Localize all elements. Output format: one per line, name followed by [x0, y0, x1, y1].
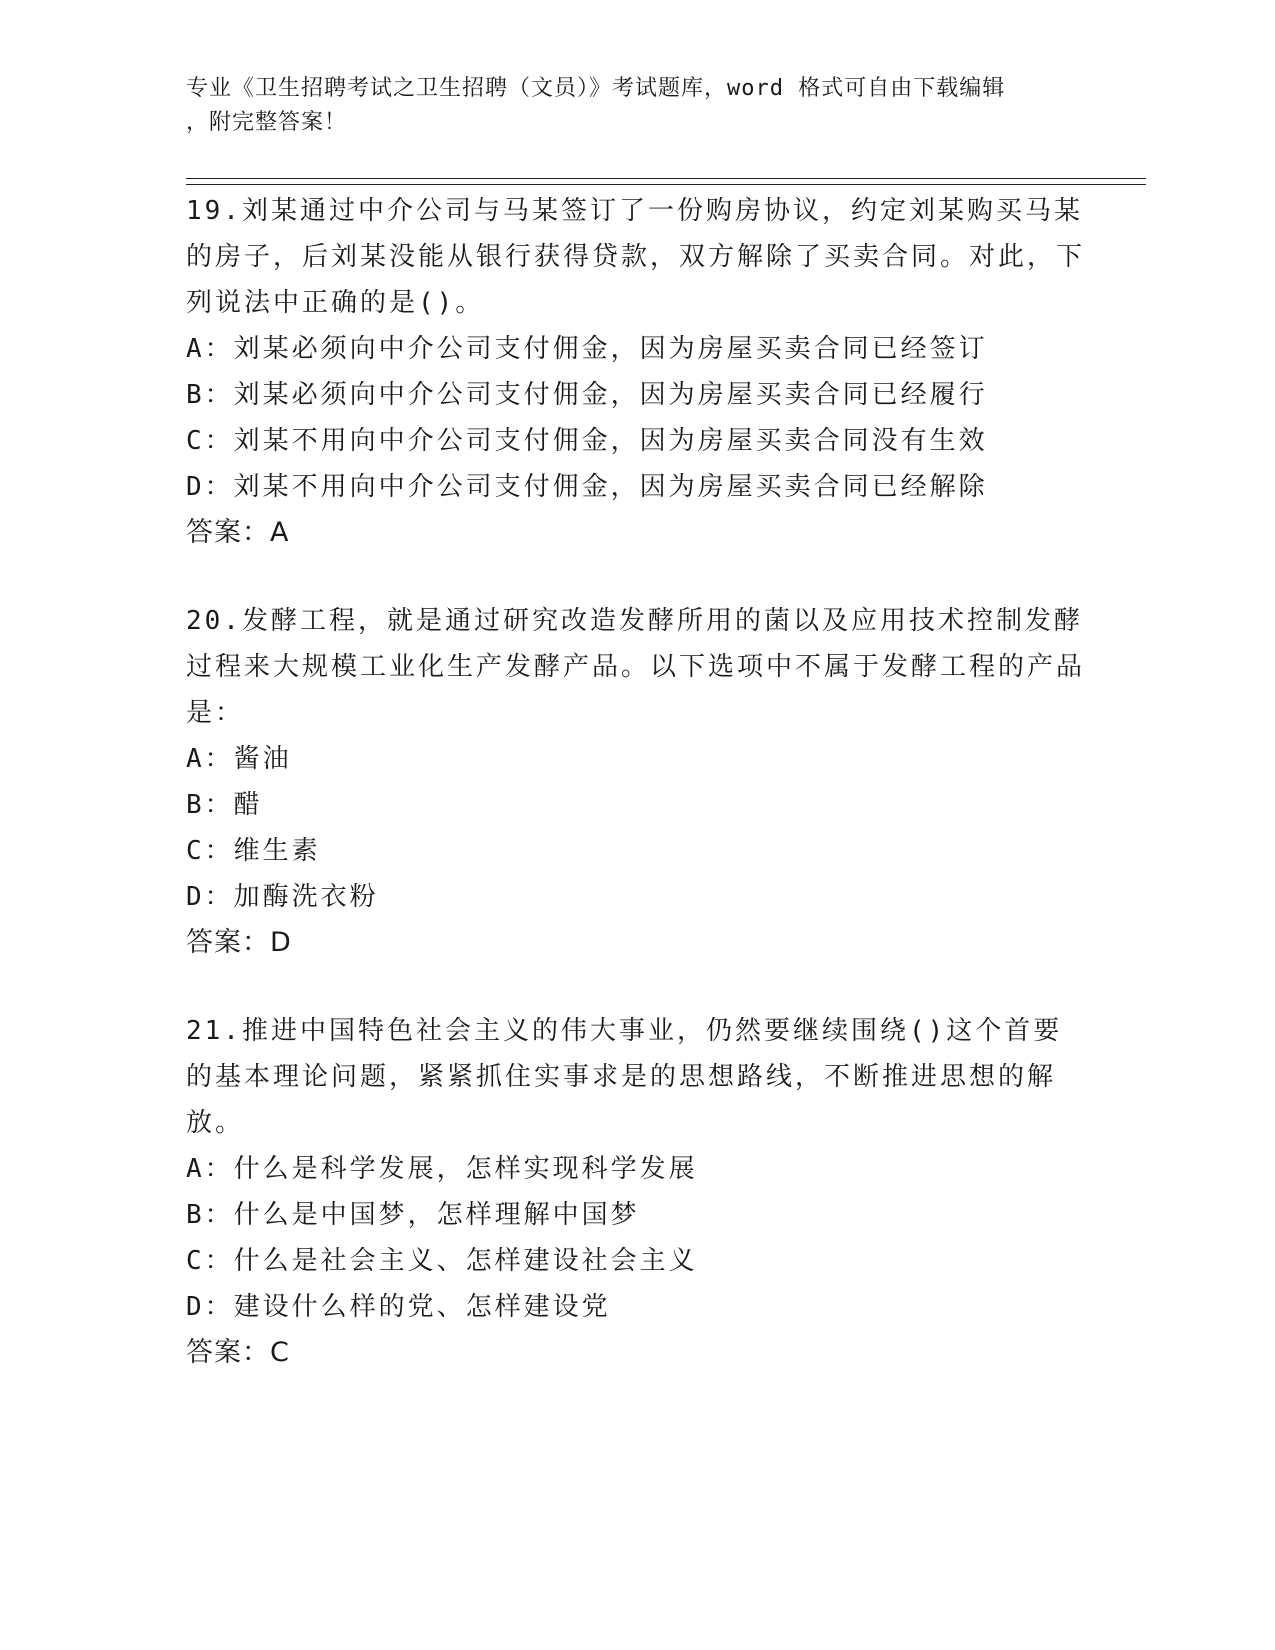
option-a: A：酱油: [186, 744, 292, 774]
option-b: B：醋: [186, 790, 263, 820]
option-b: B：刘某必须向中介公司支付佣金，因为房屋买卖合同已经履行: [186, 380, 988, 410]
question-text: 20.发酵工程，就是通过研究改造发酵所用的菌以及应用技术控制发酵过程来大规模工业化生产发酵产品。以下选项中不属于发酵工程的产品是：: [186, 606, 1086, 728]
option-d: D：加酶洗衣粉: [186, 882, 379, 912]
header-line-2: ，附完整答案！: [186, 110, 348, 135]
option-c: C：什么是社会主义、怎样建设社会主义: [186, 1246, 698, 1276]
question-21: [186, 1008, 1086, 1376]
option-b: B：什么是中国梦，怎样理解中国梦: [186, 1200, 640, 1230]
header-divider-bottom: [186, 184, 1146, 185]
question-text: 19.刘某通过中介公司与马某签订了一份购房协议，约定刘某购买马某的房子，后刘某没能从银行获得贷款，双方解除了买卖合同。对此，下列说法中正确的是()。: [186, 196, 1086, 318]
header-divider-top: [186, 178, 1146, 179]
option-a: A：什么是科学发展，怎样实现科学发展: [186, 1154, 698, 1184]
option-d: D：刘某不用向中介公司支付佣金，因为房屋买卖合同已经解除: [186, 472, 988, 502]
answer: 答案：D: [186, 927, 292, 958]
answer: 答案：A: [186, 517, 290, 548]
question-text: 21.推进中国特色社会主义的伟大事业，仍然要继续围绕()这个首要的基本理论问题，紧紧抓住实事求是的思想路线，不断推进思想的解放。: [186, 1016, 1063, 1138]
header-line-1: 专业《卫生招聘考试之卫生招聘（文员）》考试题库，word 格式可自由下载编辑: [186, 76, 1006, 101]
option-d: D：建设什么样的党、怎样建设党: [186, 1292, 611, 1322]
option-c: C：维生素: [186, 836, 321, 866]
option-c: C：刘某不用向中介公司支付佣金，因为房屋买卖合同没有生效: [186, 426, 988, 456]
question-19: [186, 188, 1086, 556]
document-header: [186, 72, 1066, 140]
option-a: A：刘某必须向中介公司支付佣金，因为房屋买卖合同已经签订: [186, 334, 988, 364]
answer: 答案：C: [186, 1337, 290, 1368]
question-20: [186, 598, 1086, 966]
